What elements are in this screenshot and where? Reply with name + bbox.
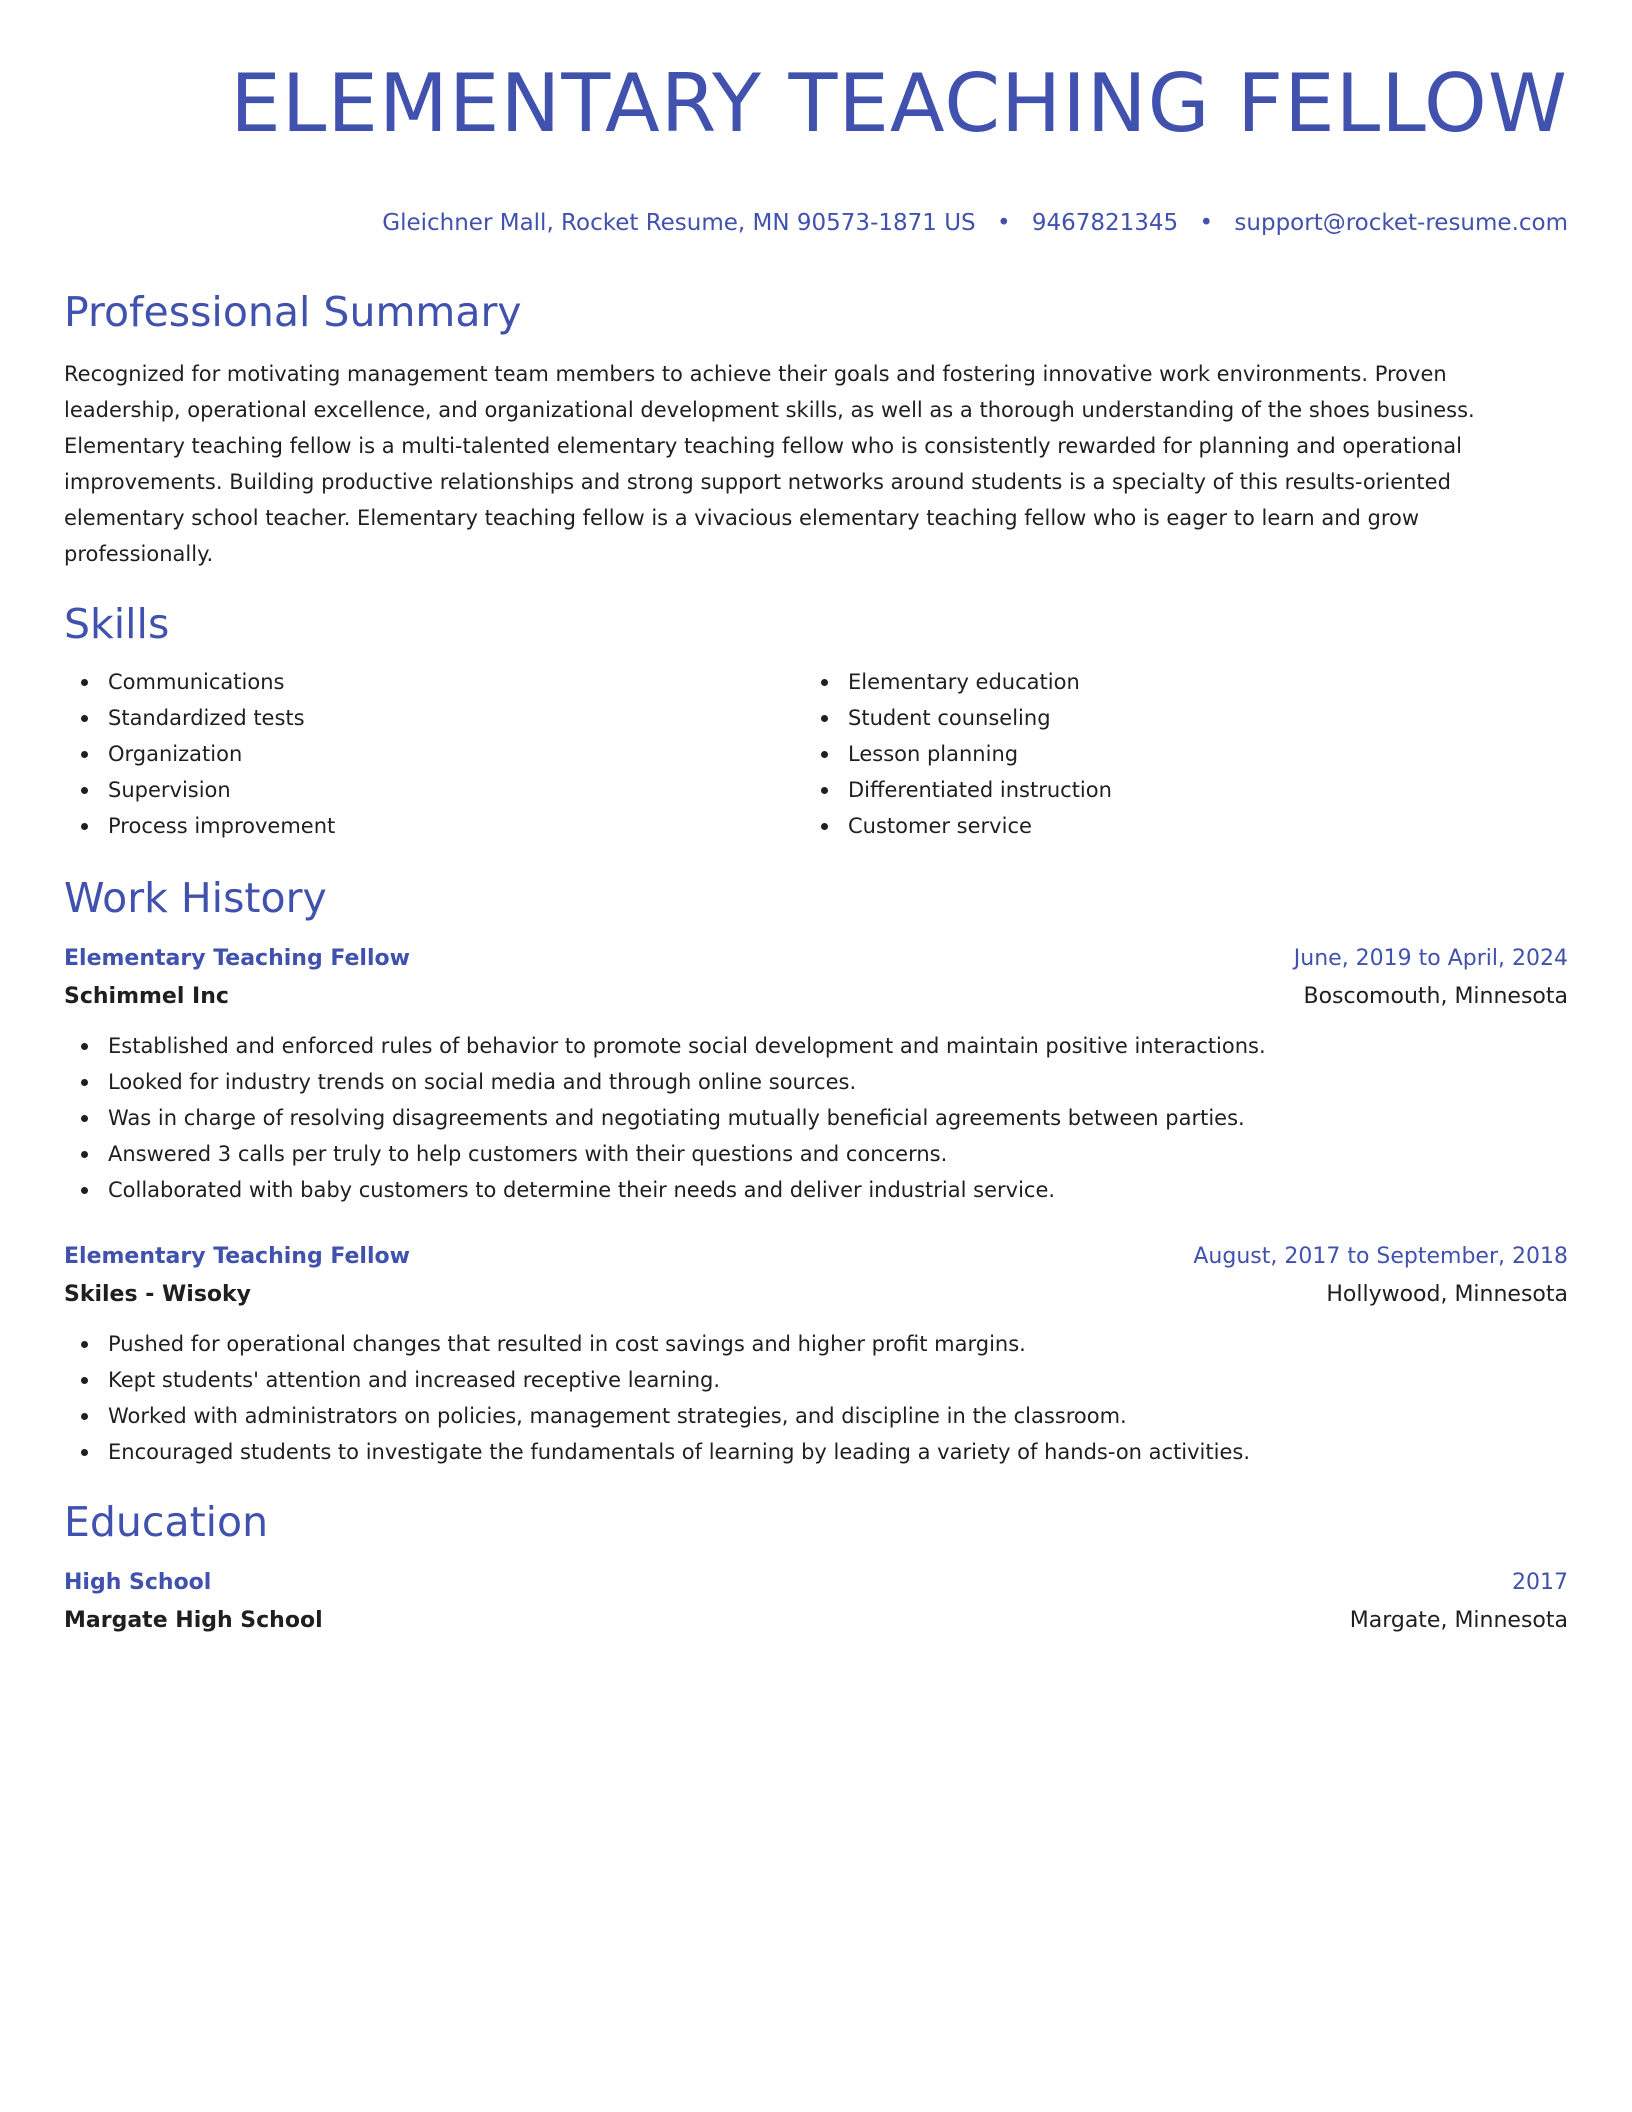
job-company: Skiles - Wisoky bbox=[64, 1282, 252, 1307]
education-school: Margate High School bbox=[64, 1608, 323, 1633]
job-dates: June, 2019 to April, 2024 bbox=[1293, 946, 1568, 971]
skill-item: Lesson planning bbox=[848, 736, 1544, 772]
skill-item: Process improvement bbox=[108, 808, 804, 844]
skill-item: Student counseling bbox=[848, 700, 1544, 736]
skills-column-right bbox=[804, 664, 1544, 844]
skill-item: Communications bbox=[108, 664, 804, 700]
job-company-row bbox=[64, 978, 1568, 1016]
summary-text: Recognized for motivating management team members to achieve their goals and fostering innovative work environments. Proven leadership, operational excellence, and organizational development skills, as well as a thorough understanding of the shoes business. Elementary teaching fellow is a multi-talented elementary teaching fellow who is consistently rewarded for planning and operational improvements. Building productive relationships and strong support networks around students is a specialty of this results-oriented elementary school teacher. Elementary teaching fellow is a vivacious elementary teaching fellow who is eager to learn and grow professionally. bbox=[64, 362, 1475, 566]
job-bullet: Established and enforced rules of behavior to promote social development and maintain positive interactions. bbox=[108, 1028, 1568, 1064]
job-bullet: Worked with administrators on policies, management strategies, and discipline in the classroom. bbox=[108, 1398, 1568, 1434]
skills-grid bbox=[64, 664, 1568, 844]
job-bullet: Collaborated with baby customers to determine their needs and deliver industrial service. bbox=[108, 1172, 1568, 1208]
job-bullet: Encouraged students to investigate the fundamentals of learning by leading a variety of hands-on activities. bbox=[108, 1434, 1568, 1470]
summary-heading: Professional Summary bbox=[64, 288, 522, 336]
skill-item: Standardized tests bbox=[108, 700, 804, 736]
contact-separator: • bbox=[1199, 210, 1214, 236]
job-bullets bbox=[64, 1028, 1568, 1208]
contact-address: Gleichner Mall, Rocket Resume, MN 90573-1871 US bbox=[382, 210, 976, 236]
skill-item: Supervision bbox=[108, 772, 804, 808]
job-bullets bbox=[64, 1326, 1568, 1470]
job-location: Hollywood, Minnesota bbox=[1326, 1282, 1568, 1307]
work-history-heading: Work History bbox=[64, 874, 327, 922]
contact-separator: • bbox=[996, 210, 1011, 236]
job-bullet: Looked for industry trends on social media and through online sources. bbox=[108, 1064, 1568, 1100]
job-title: Elementary Teaching Fellow bbox=[64, 946, 410, 971]
job-bullet: Kept students' attention and increased receptive learning. bbox=[108, 1362, 1568, 1398]
skill-item: Differentiated instruction bbox=[848, 772, 1544, 808]
education-entry bbox=[64, 1564, 1568, 1640]
contact-line bbox=[64, 208, 1568, 238]
contact-email: support@rocket-resume.com bbox=[1234, 210, 1568, 236]
job-company: Schimmel Inc bbox=[64, 984, 229, 1009]
job-location: Boscomouth, Minnesota bbox=[1303, 984, 1568, 1009]
education-degree: High School bbox=[64, 1570, 212, 1595]
job-title-row bbox=[64, 1238, 1568, 1276]
education-degree-row bbox=[64, 1564, 1568, 1602]
job-bullet: Was in charge of resolving disagreements and negotiating mutually beneficial agreements between parties. bbox=[108, 1100, 1568, 1136]
education-location: Margate, Minnesota bbox=[1349, 1608, 1568, 1633]
skill-item: Organization bbox=[108, 736, 804, 772]
skill-item: Elementary education bbox=[848, 664, 1544, 700]
skills-column-left bbox=[64, 664, 804, 844]
job-title-row bbox=[64, 940, 1568, 978]
job-entry bbox=[64, 1238, 1568, 1470]
job-dates: August, 2017 to September, 2018 bbox=[1193, 1244, 1568, 1269]
job-title: Elementary Teaching Fellow bbox=[64, 1244, 410, 1269]
resume-name: ELEMENTARY TEACHING FELLOW bbox=[230, 57, 1568, 150]
education-year: 2017 bbox=[1512, 1570, 1568, 1595]
contact-phone: 9467821345 bbox=[1031, 210, 1179, 236]
education-heading: Education bbox=[64, 1498, 269, 1546]
skill-item: Customer service bbox=[848, 808, 1544, 844]
job-bullet: Answered 3 calls per truly to help customers with their questions and concerns. bbox=[108, 1136, 1568, 1172]
job-bullet: Pushed for operational changes that resulted in cost savings and higher profit margins. bbox=[108, 1326, 1568, 1362]
education-school-row bbox=[64, 1602, 1568, 1640]
job-entry bbox=[64, 940, 1568, 1208]
job-company-row bbox=[64, 1276, 1568, 1314]
skills-heading: Skills bbox=[64, 600, 170, 648]
